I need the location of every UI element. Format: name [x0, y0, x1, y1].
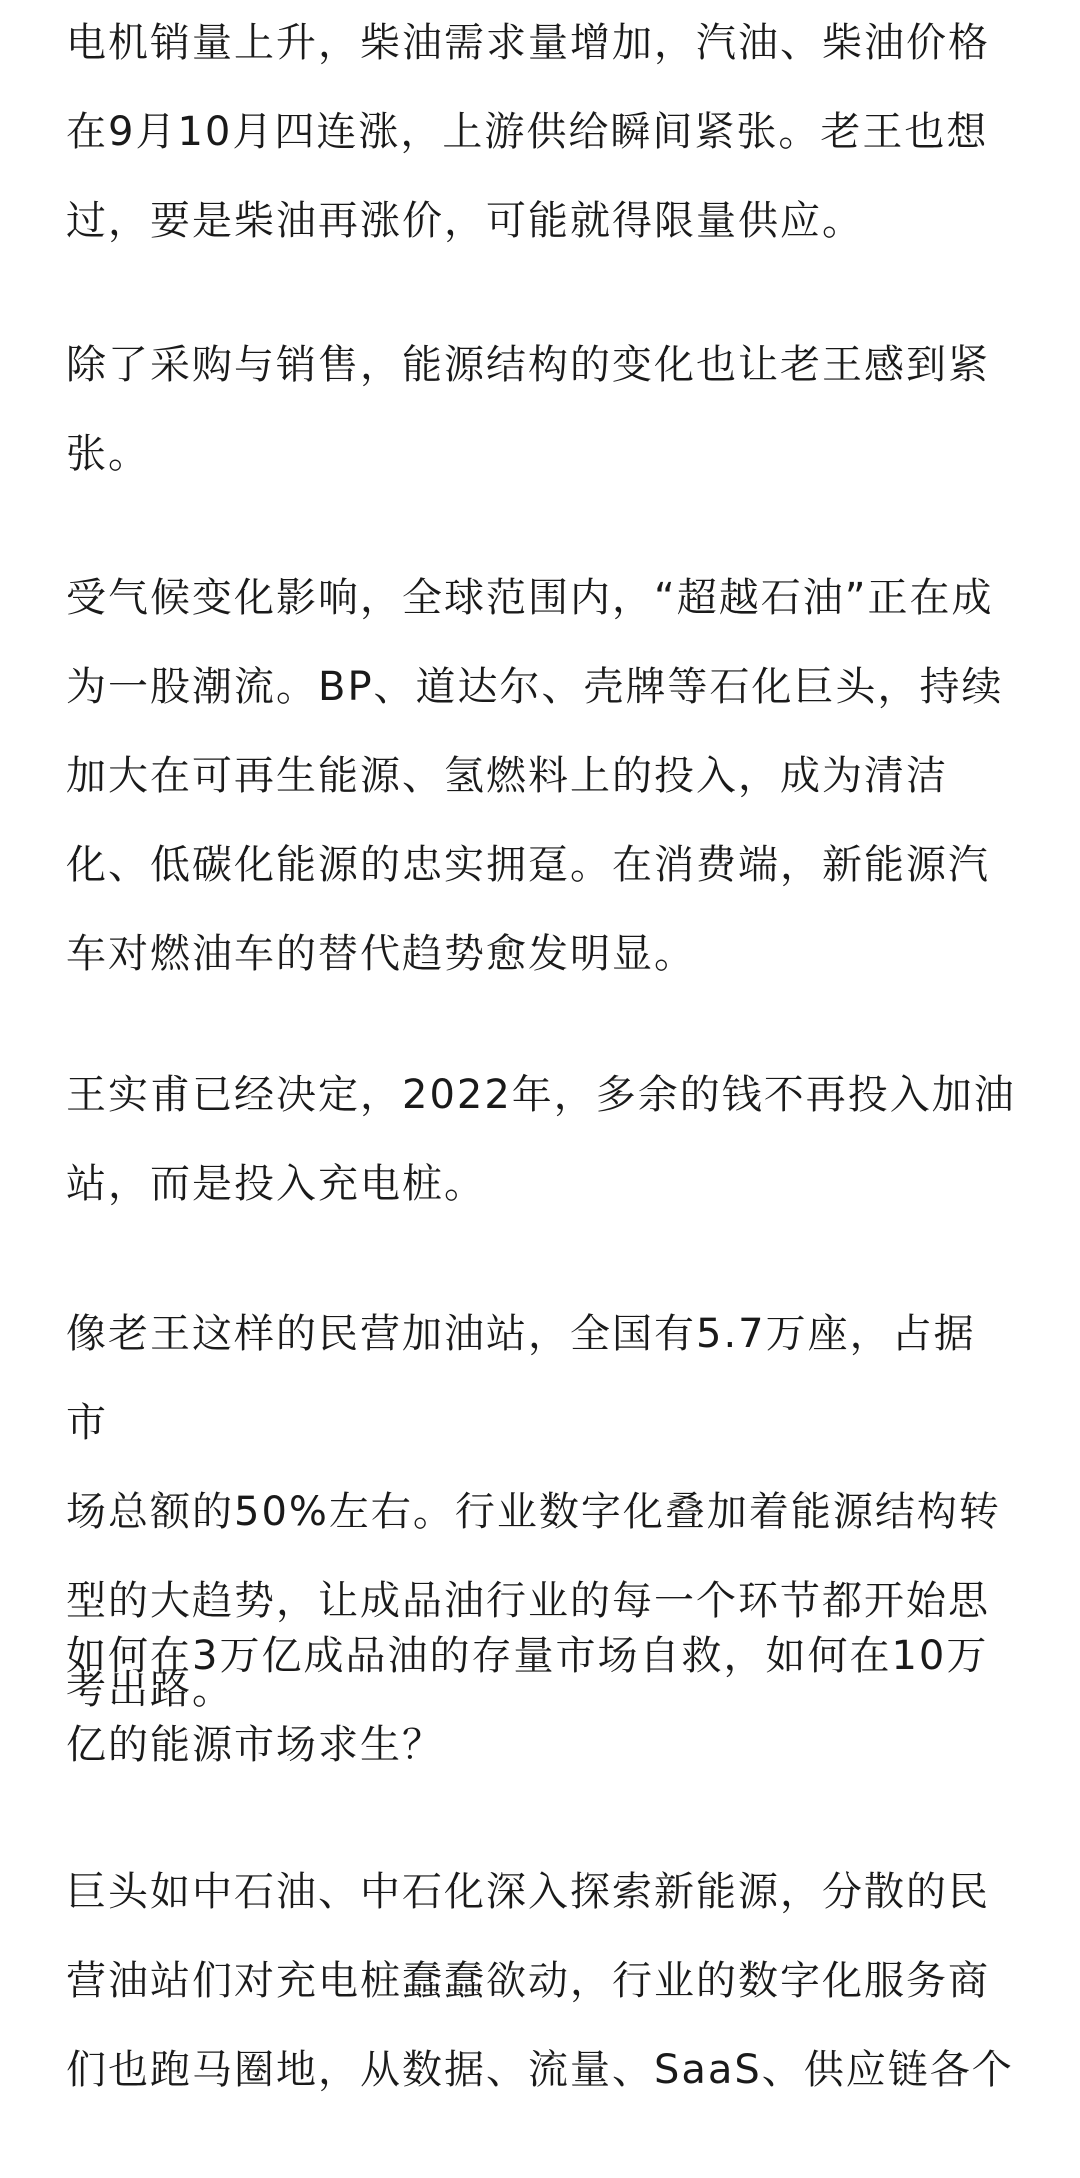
paragraph-diesel-price: 电机销量上升，柴油需求量增加，汽油、柴油价格 在9月10月四连涨，上游供给瞬间紧张。老王也想 过，要是柴油再涨价，可能就得限量供应。 [66, 20, 990, 244]
paragraph-market-question: 如何在3万亿成品油的存量市场自救，如何在10万 亿的能源市场求生？ [66, 1633, 989, 1768]
paragraph-industry-players: 巨头如中石油、中石化深入探索新能源，分散的民 营油站们对充电桩蠢蠢欲动，行业的数字化服务商 们也跑马圈地，从数据、流量、SaaS、供应链各个 [66, 1869, 1014, 2093]
paragraph-beyond-oil: 受气候变化影响，全球范围内，“超越石油”正在成 为一股潮流。BP、道达尔、壳牌等石化巨头，持续 加大在可再生能源、氢燃料上的投入，成为清洁 化、低碳化能源的忠实拥趸。在消费端，新能源汽 车对燃油车的替代趋势愈发明显。 [66, 575, 1004, 977]
paragraph-charging-piles: 王实甫已经决定，2022年，多余的钱不再投入加油 站，而是投入充电桩。 [66, 1072, 1016, 1207]
paragraph-energy-structure: 除了采购与销售，能源结构的变化也让老王感到紧 张。 [66, 342, 990, 477]
paragraph-private-stations: 像老王这样的民营加油站，全国有5.7万座，占据市 场总额的50%左右。行业数字化叠加着能源结构转 型的大趋势，让成品油行业的每一个环节都开始思 考出路。 [66, 1311, 1001, 1713]
